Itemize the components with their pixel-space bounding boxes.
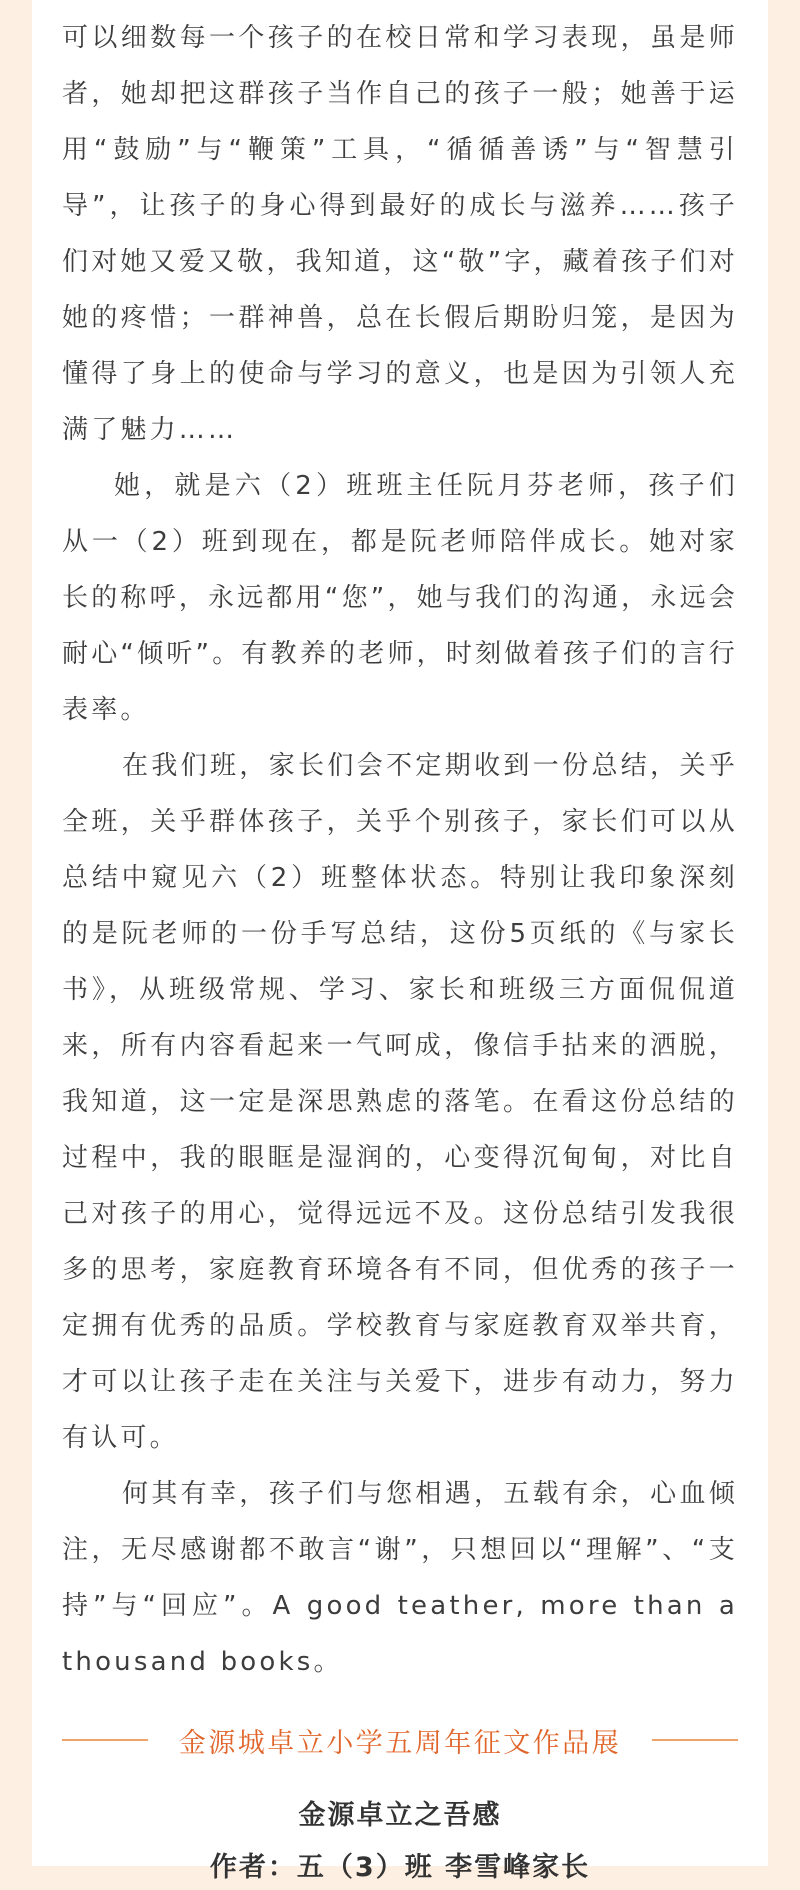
section-header-title: 金源城卓立小学五周年征文作品展 <box>178 1727 622 1759</box>
essay-title: 金源卓立之吾感 <box>298 1800 502 1831</box>
article-body <box>62 10 738 1690</box>
article-card <box>32 0 768 1883</box>
section-header-left-rule <box>62 1739 148 1741</box>
section-header-right-rule <box>652 1739 738 1741</box>
essay-author: 作者：五（3）班 李雪峰家长 <box>209 1852 591 1883</box>
article-paragraph-4: 何其有幸，孩子们与您相遇，五载有余，心血倾注，无尽感谢都不敢言“谢”，只想回以“理解”、“支持”与“回应”。A good teather, more than a thousand books。 <box>62 1479 738 1677</box>
article-paragraph-3: 在我们班，家长们会不定期收到一份总结，关乎全班，关乎群体孩子，关乎个别孩子，家长们可以从总结中窥见六（2）班整体状态。特别让我印象深刻的是阮老师的一份手写总结，这份5页纸的《与家长书》，从班级常规、学习、家长和班级三方面侃侃道来，所有内容看起来一气呵成，像信手拈来的洒脱，我知道，这一定是深思熟虑的落笔。在看这份总结的过程中，我的眼眶是湿润的，心变得沉甸甸，对比自己对孩子的用心，觉得远远不及。这份总结引发我很多的思考，家庭教育环境各有不同，但优秀的孩子一定拥有优秀的品质。学校教育与家庭教育双举共育，才可以让孩子走在关注与关爱下，进步有动力，努力有认可。 <box>62 751 738 1453</box>
article-paragraph-2: 她，就是六（2）班班主任阮月芬老师，孩子们从一（2）班到现在，都是阮老师陪伴成长。她对家长的称呼，永远都用“您”，她与我们的沟通，永远会耐心“倾听”。有教养的老师，时刻做着孩子们的言行表率。 <box>62 471 738 725</box>
section-header <box>62 1712 738 1768</box>
article-paragraph-1: 可以细数每一个孩子的在校日常和学习表现，虽是师者，她却把这群孩子当作自己的孩子一般；她善于运用“鼓励”与“鞭策”工具，“循循善诱”与“智慧引导”，让孩子的身心得到最好的成长与滋养……孩子们对她又爱又敬，我知道，这“敬”字，藏着孩子们对她的疼惜；一群神兽，总在长假后期盼归笼，是因为懂得了身上的使命与学习的意义，也是因为引领人充满了魅力…… <box>62 23 738 445</box>
